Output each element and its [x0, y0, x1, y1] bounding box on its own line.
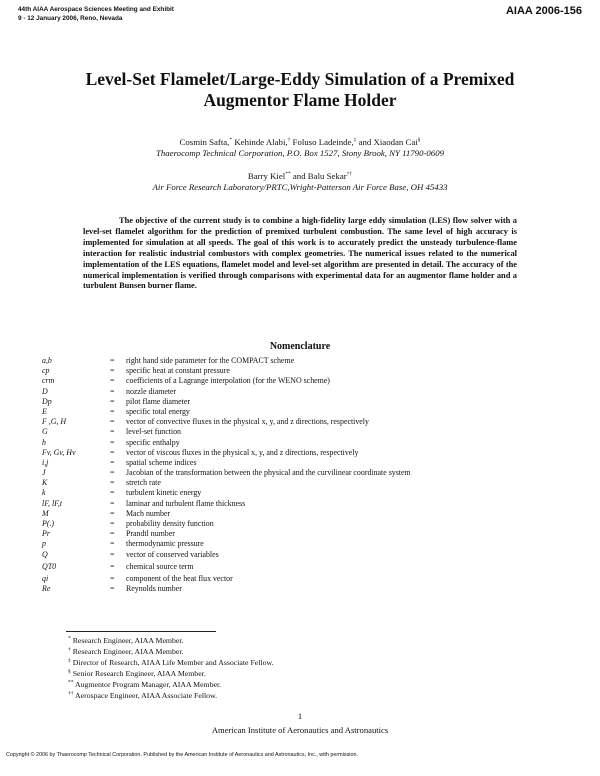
nomenclature-item	[42, 574, 542, 584]
equals-sign: =	[110, 539, 115, 549]
equals-sign: =	[110, 573, 115, 583]
nomenclature-item	[42, 356, 542, 366]
nomenclature-symbol: lF, lF,t	[42, 498, 63, 508]
author-name: Kehinde Alabi,	[234, 137, 288, 147]
equals-sign: =	[110, 447, 115, 457]
nomenclature-item	[42, 417, 542, 427]
nomenclature-item	[42, 550, 542, 560]
footnote	[68, 646, 274, 657]
footnote-text: Director of Research, AIAA Life Member and Associate Fellow.	[72, 658, 274, 668]
nomenclature-symbol: Dp	[42, 396, 52, 406]
page-number: 1	[297, 711, 303, 721]
nomenclature-definition: nozzle diameter	[126, 386, 177, 396]
equals-sign: =	[110, 406, 115, 416]
nomenclature-item	[42, 499, 542, 509]
nomenclature-item	[42, 458, 542, 468]
author-name: Barry Kiel	[247, 171, 286, 181]
author-names-2	[40, 171, 560, 182]
nomenclature-symbol: J	[42, 468, 46, 478]
nomenclature-definition: vector of conserved variables	[126, 549, 219, 559]
nomenclature-definition: turbulent kinetic energy	[126, 488, 202, 498]
nomenclature-symbol: K	[42, 478, 48, 488]
nomenclature-definition: Mach number	[126, 508, 171, 518]
footnote	[68, 668, 274, 679]
equals-sign: =	[110, 529, 115, 539]
affiliation-1: Thaerocomp Technical Corporation, P.O. Box 1527, Stony Brook, NY 11790-0609	[155, 147, 444, 158]
footnotes	[68, 635, 274, 702]
nomenclature-definition: specific total energy	[126, 406, 190, 416]
equals-sign: =	[110, 366, 115, 376]
nomenclature-definition: Reynolds number	[126, 583, 182, 593]
nomenclature-definition: Prandtl number	[126, 529, 175, 539]
nomenclature-symbol: M	[42, 508, 49, 518]
nomenclature-item	[42, 448, 542, 458]
equals-sign: =	[110, 437, 115, 447]
nomenclature-definition: specific enthalpy	[126, 437, 180, 447]
abstract: The objective of the current study is to combine a high-fidelity large eddy simulation (LES) flow solver with a level-set flamelet algorithm for the prediction of premixed turbulent combustion. The same level of high accuracy is implemented for simulation at all speeds. The goal of this work is to accurately predict the unsteady turbulence-flame interaction for realistic industrial combustors with complex geometries. The numerical issues related to the numerical implementation of the LES equations, flamelet model and level-set algorithm are presented in detail. The accuracy of the numerical implementation is verified through comparisons with experimental data for an augmentor flame holder and a turbulent Bunsen burner flame.	[83, 216, 517, 291]
footnote-text: Augmentor Program Manager, AIAA Member.	[75, 680, 222, 690]
footnote-mark: †	[287, 137, 291, 144]
nomenclature-item	[42, 519, 542, 529]
nomenclature-symbol: E	[42, 406, 47, 416]
nomenclature-definition: coefficients of a Lagrange interpolation (for the WENO scheme)	[126, 376, 330, 386]
author-name: Foluso Ladeinde,	[292, 137, 354, 147]
conference-name: 44th AIAA Aerospace Sciences Meeting and Exhibit	[18, 6, 174, 13]
nomenclature-definition: laminar and turbulent flame thickness	[126, 498, 246, 508]
equals-sign: =	[110, 549, 115, 559]
footnote-text: Senior Research Engineer, AIAA Member.	[72, 669, 206, 679]
nomenclature-definition: level-set function	[126, 427, 181, 437]
author-name: and Balu Sekar	[292, 171, 347, 181]
conference-header	[18, 6, 174, 23]
nomenclature-definition: vector of viscous fluxes in the physical x, y, and z directions, respectively	[126, 447, 359, 457]
footnote-divider	[66, 631, 216, 632]
nomenclature-symbol: G	[42, 427, 48, 437]
footnote-mark: §	[417, 137, 421, 144]
equals-sign: =	[110, 427, 115, 437]
equals-sign: =	[110, 457, 115, 467]
footnote-text: Research Engineer, AIAA Member.	[72, 647, 184, 657]
footnote-mark: *	[229, 137, 233, 144]
footnote	[68, 690, 274, 701]
nomenclature-symbol: P(.)	[42, 519, 55, 528]
nomenclature-definition: specific heat at constant pressure	[126, 366, 230, 376]
nomenclature-definition: thermodynamic pressure	[126, 539, 204, 549]
nomenclature-item	[42, 478, 542, 488]
footnote-mark: ††	[346, 171, 353, 178]
nomenclature-symbol: QT0	[42, 561, 57, 571]
nomenclature-item	[42, 407, 542, 417]
nomenclature-symbol: D	[42, 386, 48, 396]
equals-sign: =	[110, 386, 115, 396]
nomenclature-symbol: a,b	[42, 356, 52, 365]
equals-sign: =	[110, 417, 115, 427]
nomenclature-symbol: h	[42, 437, 46, 447]
conference-date-location: 9 - 12 January 2006, Reno, Nevada	[18, 14, 123, 22]
nomenclature-definition: right hand side parameter for the COMPACT scheme	[126, 356, 295, 365]
nomenclature-definition: chemical source term	[126, 561, 194, 571]
equals-sign: =	[110, 583, 115, 593]
footnote	[68, 679, 274, 690]
nomenclature-definition: probability density function	[126, 519, 214, 528]
nomenclature-item	[42, 529, 542, 539]
nomenclature-symbol: qi	[42, 573, 49, 583]
footer-organization: American Institute of Aeronautics and Astronautics	[211, 725, 389, 735]
nomenclature-definition: component of the heat flux vector	[126, 573, 233, 583]
nomenclature-symbol: Re	[42, 583, 51, 593]
footnote-mark: ‡	[68, 657, 71, 664]
footnote-mark: ††	[68, 690, 74, 697]
nomenclature-symbol: k	[42, 488, 46, 498]
nomenclature-definition: stretch rate	[126, 478, 161, 488]
nomenclature-symbol: F ,G, H	[42, 417, 67, 427]
footnote-text: Aerospace Engineer, AIAA Associate Fellow.	[75, 691, 218, 701]
nomenclature-definition: vector of convective fluxes in the physical x, y, and z directions, respectively	[126, 417, 369, 427]
footnote	[68, 657, 274, 668]
nomenclature-item	[42, 584, 542, 594]
footnote-mark: §	[68, 668, 71, 675]
nomenclature-symbol: Q	[42, 549, 48, 559]
equals-sign: =	[110, 488, 115, 498]
nomenclature-item	[42, 488, 542, 498]
nomenclature-item	[42, 560, 542, 574]
equals-sign: =	[110, 508, 115, 518]
author-name: and Xiaodan Cai	[358, 137, 418, 147]
nomenclature-item	[42, 366, 542, 376]
nomenclature-symbol: Fv, Gv, Hv	[42, 447, 76, 457]
author-block-1	[40, 137, 560, 158]
footnote-mark: †	[68, 646, 71, 653]
nomenclature-item	[42, 397, 542, 407]
footnote-mark: ‡	[353, 137, 357, 144]
author-names-1	[40, 137, 560, 148]
nomenclature-item	[42, 438, 542, 448]
equals-sign: =	[110, 468, 115, 478]
nomenclature-definition: pilot flame diameter	[126, 396, 190, 406]
equals-sign: =	[110, 519, 115, 528]
nomenclature-symbol: p	[42, 539, 46, 549]
author-block-2	[40, 171, 560, 192]
equals-sign: =	[110, 498, 115, 508]
nomenclature-item	[42, 468, 542, 478]
nomenclature-item	[42, 376, 542, 386]
nomenclature-symbol: i,j	[42, 457, 49, 467]
nomenclature-item	[42, 427, 542, 437]
paper-number: AIAA 2006-156	[505, 5, 582, 17]
nomenclature-heading: Nomenclature	[269, 341, 331, 352]
author-name: Cosmin Safta,	[179, 137, 230, 147]
footnote-mark: **	[285, 171, 291, 178]
nomenclature-symbol: Pr	[42, 529, 50, 539]
equals-sign: =	[110, 561, 115, 571]
title-line-2: Augmentor Flame Holder	[203, 90, 397, 110]
equals-sign: =	[110, 396, 115, 406]
footnote-mark: *	[68, 635, 71, 642]
equals-sign: =	[110, 376, 115, 386]
nomenclature-definition: Jacobian of the transformation between the physical and the curvilinear coordinate system	[126, 468, 411, 478]
footnote-mark: **	[68, 679, 74, 686]
nomenclature-item	[42, 387, 542, 397]
nomenclature-definition: spatial scheme indices	[126, 457, 197, 467]
nomenclature-symbol: cp	[42, 366, 50, 376]
equals-sign: =	[110, 356, 115, 365]
nomenclature-list	[42, 356, 542, 594]
paper-title	[40, 69, 560, 111]
nomenclature-item	[42, 539, 542, 549]
footnote-text: Research Engineer, AIAA Member.	[72, 636, 184, 645]
affiliation-2: Air Force Research Laboratory/PRTC,Wright-Patterson Air Force Base, OH 45433	[152, 181, 448, 192]
footnote	[68, 635, 274, 646]
nomenclature-item	[42, 509, 542, 519]
nomenclature-symbol: crm	[42, 376, 55, 386]
title-line-1: Level-Set Flamelet/Large-Eddy Simulation of a Premixed	[85, 69, 515, 89]
equals-sign: =	[110, 478, 115, 488]
copyright-notice: Copyright © 2006 by Thaerocomp Technical Corporation. Published by the American Institute of Aeronautics and Astronautics, Inc., with permission.	[6, 752, 358, 758]
